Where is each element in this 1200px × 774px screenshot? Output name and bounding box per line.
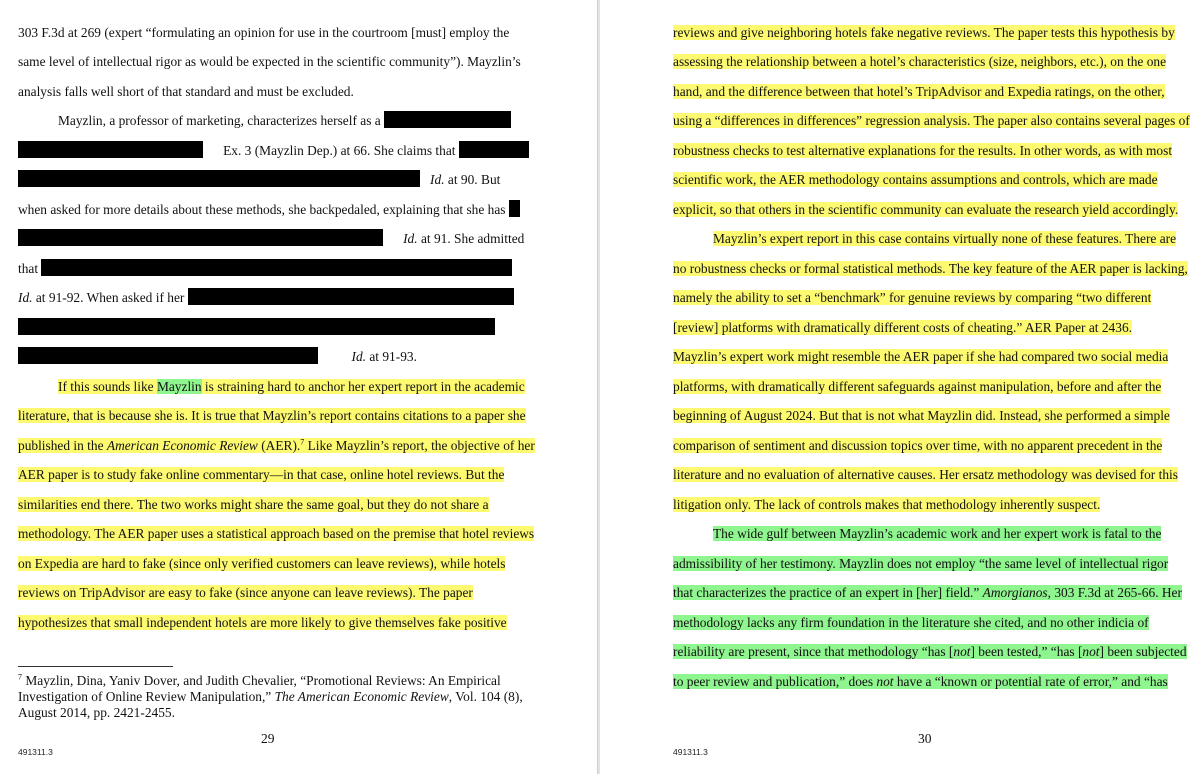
text-line: [673, 287, 1151, 309]
text-line: [673, 494, 1100, 516]
page-number: 29: [261, 731, 275, 746]
text-run-highlighted: using a “differences in differences” regression analysis. The paper also contains several pages of: [673, 113, 1190, 128]
citation-italic: Id.: [403, 231, 418, 246]
text-run-highlighted: literature and no evaluation of alternative causes. Her ersatz methodology was devised for this: [673, 467, 1178, 482]
text-run: at 91-92. When asked if her: [32, 290, 185, 305]
journal-title-italic: The American Economic Review: [274, 689, 449, 704]
text-line: [18, 287, 514, 309]
text-line: [18, 582, 473, 604]
text-run: at 90. But: [444, 172, 501, 187]
text-line: [18, 199, 520, 221]
text-run-highlighted-green: [673, 585, 1182, 600]
redaction-block: [188, 288, 514, 305]
text-line: [673, 641, 1187, 663]
text-line: [18, 51, 521, 73]
text-line: [673, 582, 1182, 604]
footnote-rule: [18, 666, 173, 667]
text-run-highlighted-green: [673, 674, 1168, 689]
text-run-highlighted: comparison of sentiment and discussion topics over time, with no apparent precedent in the: [673, 438, 1163, 453]
footnote-text: , Vol. 104 (8),: [448, 689, 523, 704]
text-line: [673, 464, 1178, 486]
text-line: [18, 494, 489, 516]
footnote-line: [18, 673, 501, 689]
text-line: [673, 169, 1158, 191]
footnote-marker: 7: [300, 437, 305, 447]
text-run-highlighted: beginning of August 2024. But that is not what Mayzlin did. Instead, she performed a simple: [673, 408, 1170, 423]
text-run: analysis falls well short of that standard and must be excluded.: [18, 84, 354, 99]
text-run-highlighted: litigation only. The lack of controls makes that methodology inherently suspect.: [673, 497, 1101, 512]
text-run: to peer review and publication,” does: [673, 674, 877, 689]
text-run: that: [18, 261, 39, 276]
text-run: ] been tested,” “has [: [970, 644, 1083, 659]
text-line: [673, 435, 1162, 457]
text-line: [673, 523, 1161, 545]
text-line: [673, 612, 1149, 634]
text-run-highlighted-green: methodology lacks any firm foundation in the literature she cited, and no other indicia of: [673, 615, 1149, 630]
footnote-marker: 7: [18, 672, 22, 682]
citation-italic: Id.: [351, 349, 366, 364]
text-run-highlighted-green: [673, 644, 1187, 659]
text-run-highlighted-green: admissibility of her testimony.: [673, 556, 836, 571]
citation-italic: Id.: [430, 172, 445, 187]
text-line: [18, 169, 500, 191]
emphasis-italic: not: [953, 644, 971, 659]
text-run-highlighted: hypothesizes that small independent hotels are more likely to give themselves fake positive: [18, 615, 507, 630]
footnote-text: August 2014, pp. 2421-2455.: [18, 705, 175, 720]
text-run-highlighted-green: Mayzlin does not employ “the same level of intellectual rigor: [835, 556, 1169, 571]
emphasis-italic: not: [1082, 644, 1100, 659]
footnote-text: Investigation of Online Review Manipulation,”: [18, 689, 275, 704]
text-run-highlighted: reviews and give neighboring hotels fake negative reviews. The paper tests this hypothesis by: [673, 25, 1175, 40]
footnote-text: Mayzlin, Dina, Yaniv Dover, and Judith Chevalier, “Promotional Reviews: An Empirical: [22, 673, 501, 688]
text-run-highlighted: [review] platforms with dramatically different costs of cheating.” AER Paper at 2436.: [673, 320, 1132, 335]
journal-title-italic: American Economic Review: [106, 438, 258, 453]
text-line: [18, 612, 507, 634]
case-name-italic: Amorgianos: [982, 585, 1048, 600]
redaction-block: [18, 347, 318, 364]
document-id: 491311.3: [673, 747, 708, 757]
text-run: reliability are present, since that methodology “has [: [673, 644, 954, 659]
text-line: [18, 553, 505, 575]
text-run: ] been subjected: [1099, 644, 1187, 659]
text-line: [673, 110, 1190, 132]
text-run: , 303 F.3d at 265-66. Her: [1047, 585, 1182, 600]
text-run-highlighted: assessing the relationship between a hotel’s characteristics (size, neighbors, etc.), on the one: [673, 54, 1167, 69]
text-line: [673, 199, 1178, 221]
text-run-highlighted: methodology. The AER paper uses a statistical approach based on the premise that hotel reviews: [18, 526, 535, 541]
text-line: [673, 553, 1168, 575]
text-line: [673, 317, 1132, 339]
redaction-block: [18, 170, 420, 187]
page-number: 30: [918, 731, 932, 746]
text-line: [18, 22, 509, 44]
text-line: [18, 376, 525, 398]
text-line: [18, 228, 524, 250]
text-line: [18, 346, 417, 368]
document-page-29: [0, 0, 597, 774]
text-run-highlighted: [18, 438, 535, 453]
text-line: [18, 405, 526, 427]
text-run-highlighted: If this sounds like: [58, 379, 157, 394]
text-line: [673, 376, 1161, 398]
text-run: Mayzlin, a professor of marketing, characterizes herself as a: [58, 113, 381, 128]
text-run: at 91. She admitted: [417, 231, 525, 246]
citation-italic: Id.: [18, 290, 33, 305]
text-run: when asked for more details about these methods, she backpedaled, explaining that she has: [18, 202, 506, 217]
text-line: [673, 258, 1188, 280]
document-id: 491311.3: [18, 747, 53, 757]
text-run: Ex. 3 (Mayzlin Dep.) at 66. She claims that: [223, 143, 456, 158]
redaction-block: [18, 318, 495, 335]
text-run-highlighted: platforms, with dramatically different safeguards against manipulation, before and after the: [673, 379, 1162, 394]
text-line: [18, 81, 354, 103]
text-run: 303 F.3d at 269 (expert “formulating an opinion for use in the courtroom [must] employ the: [18, 25, 510, 40]
text-run-highlighted: Mayzlin’s expert work might resemble the AER paper if she had compared two social media: [673, 349, 1169, 364]
text-run: at 91-93.: [366, 349, 417, 364]
redaction-block: [459, 141, 529, 158]
text-run-highlighted: reviews on TripAdvisor are easy to fake (since anyone can leave reviews). The paper: [18, 585, 473, 600]
text-line: [18, 523, 534, 545]
text-line: [673, 51, 1166, 73]
text-run: have a “known or potential rate of error,” and “has: [893, 674, 1168, 689]
emphasis-italic: not: [876, 674, 894, 689]
redaction-block: [384, 111, 511, 128]
redaction-block: [41, 259, 512, 276]
text-run-highlighted: scientific work, the AER methodology contains assumptions and controls, which are made: [673, 172, 1158, 187]
text-run-highlighted: namely the ability to set a “benchmark” for genuine reviews by comparing “two different: [673, 290, 1152, 305]
text-run: Like Mayzlin’s report, the objective of her: [304, 438, 535, 453]
text-run-highlighted: explicit, so that others in the scientific community can evaluate the research yield accordingly.: [673, 202, 1179, 217]
text-line: [18, 140, 529, 162]
redaction-block: [18, 229, 383, 246]
text-run-highlighted-green: Mayzlin: [156, 379, 202, 394]
redaction-block: [18, 141, 203, 158]
text-run-highlighted: robustness checks to test alternative explanations for the results. In other words, as with most: [673, 143, 1173, 158]
text-run: same level of intellectual rigor as would be expected in the scientific community”). Mayzlin’s: [18, 54, 521, 69]
text-run-highlighted-green: The wide gulf between Mayzlin’s academic work and her expert work is fatal to the: [713, 526, 1162, 541]
text-run-highlighted: hand, and the difference between that hotel’s TripAdvisor and Expedia ratings, on the other,: [673, 84, 1165, 99]
text-run-highlighted: AER paper is to study fake online commentary—in that case, online hotel reviews. But the: [18, 467, 505, 482]
text-run-highlighted: Mayzlin’s expert report in this case contains virtually none of these features. There are: [713, 231, 1177, 246]
text-line: [673, 405, 1170, 427]
text-line: [18, 464, 504, 486]
text-run-highlighted: no robustness checks or formal statistical methods. The key feature of the AER paper is lacking,: [673, 261, 1188, 276]
text-run: (AER).: [257, 438, 301, 453]
text-line: [673, 81, 1165, 103]
text-line: [18, 317, 495, 339]
text-line: [673, 228, 1176, 250]
text-line: [673, 22, 1175, 44]
text-run: that characterizes the practice of an expert in [her] field.”: [673, 585, 983, 600]
footnote-line: [18, 705, 175, 721]
text-run-highlighted: literature, that is because she is. It is true that Mayzlin’s report contains citations to a paper she: [18, 408, 526, 423]
text-line: [18, 435, 535, 457]
text-line: [673, 671, 1168, 693]
document-page-30: [600, 0, 1200, 774]
text-run: published in the: [18, 438, 107, 453]
footnote-line: [18, 689, 523, 705]
text-line: [673, 140, 1172, 162]
text-line: [18, 110, 511, 132]
text-run-highlighted: is straining hard to anchor her expert report in the academic: [201, 379, 525, 394]
text-run-highlighted: on Expedia are hard to fake (since only verified customers can leave reviews), while hotels: [18, 556, 506, 571]
text-line: [18, 258, 512, 280]
redaction-block: [509, 200, 520, 217]
text-line: [673, 346, 1168, 368]
text-run-highlighted: similarities end there. The two works might share the same goal, but they do not share a: [18, 497, 489, 512]
